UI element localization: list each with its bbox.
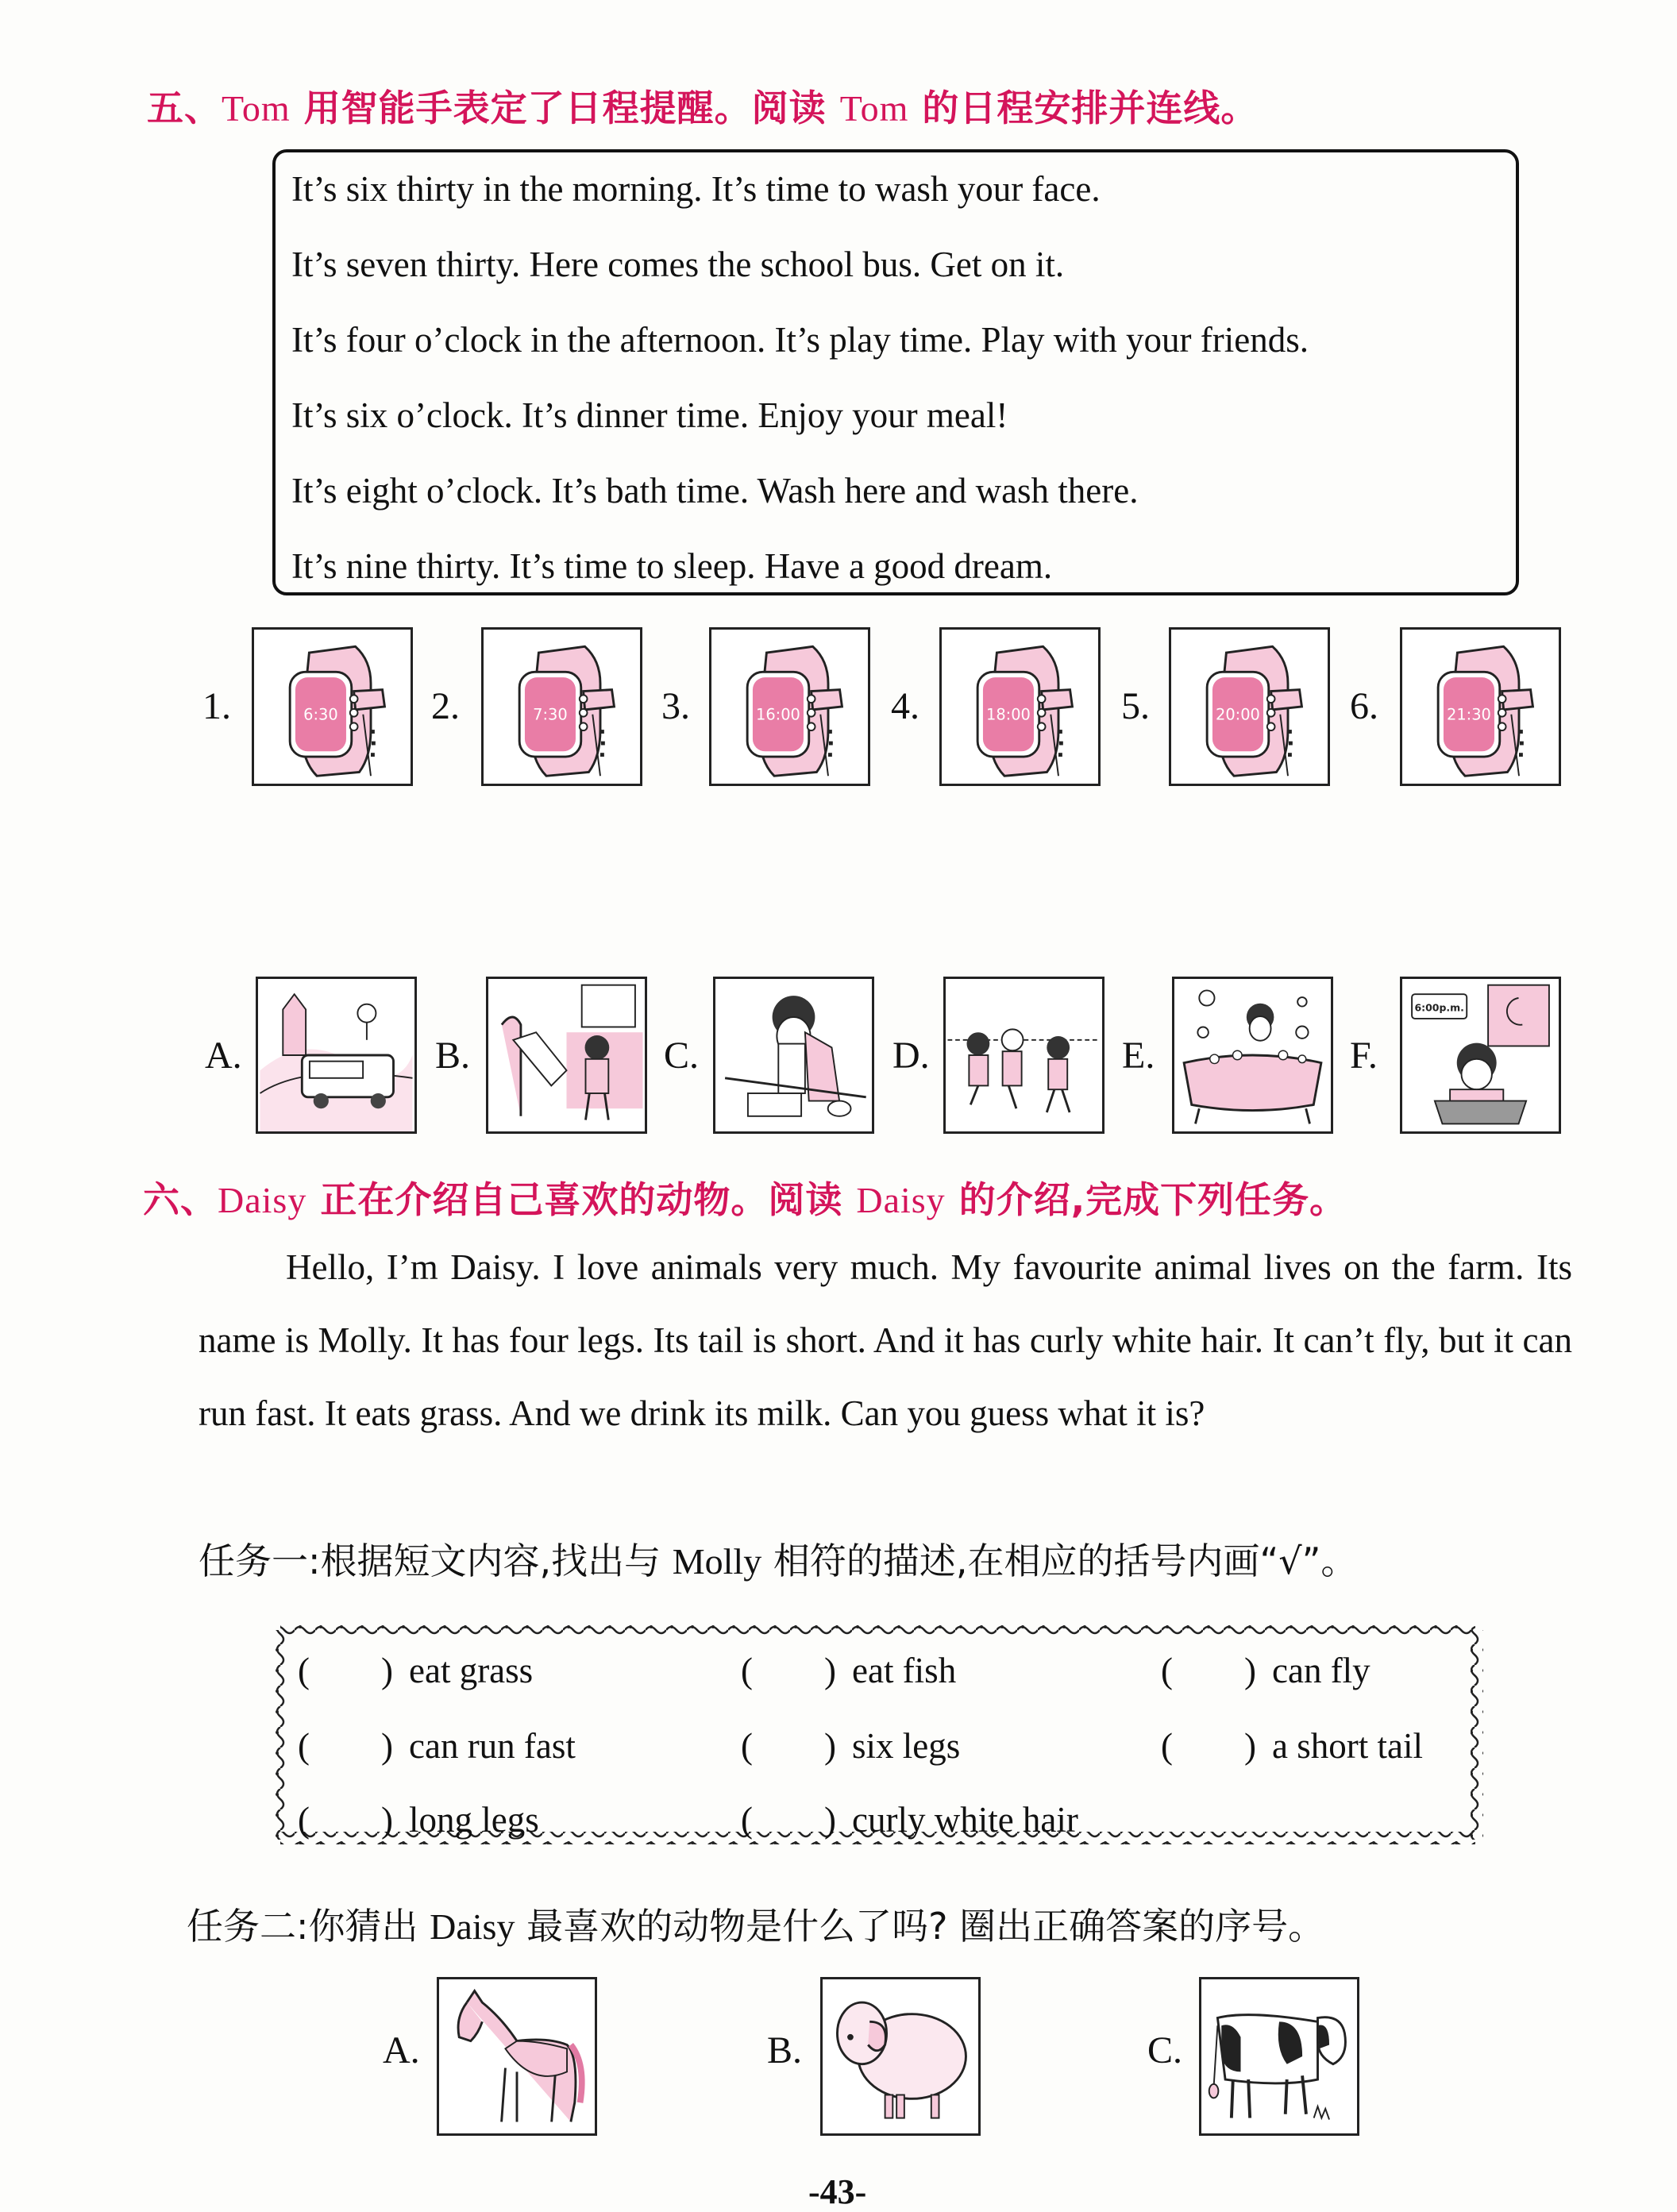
option-item (741, 1790, 1078, 1842)
schedule-line: It’s eight o’clock. It’s bath time. Wash here and wash there. (291, 471, 1139, 511)
answer-parentheses[interactable]: ( ) (298, 1651, 393, 1690)
watch-time: 20:00 (1216, 705, 1260, 724)
heading-part: Daisy (218, 1180, 307, 1220)
scene-picture[interactable] (256, 977, 417, 1134)
option-text: eat fish (852, 1651, 957, 1690)
smartwatch-icon (484, 630, 640, 784)
watch-picture[interactable] (709, 627, 870, 786)
smartwatch-icon (1402, 630, 1559, 784)
bath-tub-icon (1174, 979, 1331, 1131)
option-item (298, 1717, 576, 1768)
picture-label: F. (1350, 1035, 1378, 1077)
watch-number: 1. (202, 685, 231, 727)
smartwatch-icon (711, 630, 868, 784)
option-text: can run fast (409, 1726, 576, 1766)
animal-picture[interactable] (437, 1977, 597, 2136)
option-text: eat grass (409, 1651, 534, 1690)
task-part: 任务一:根据短文内容,找出与 (199, 1540, 673, 1582)
animal-picture[interactable] (820, 1977, 981, 2136)
answer-parentheses[interactable]: ( ) (298, 1800, 393, 1840)
heading-part: 正在介绍自己喜欢的动物。阅读 (306, 1178, 857, 1221)
watch-picture[interactable] (481, 627, 642, 786)
schedule-line: It’s four o’clock in the afternoon. It’s play time. Play with your friends. (291, 320, 1309, 360)
watch-time: 16:00 (756, 705, 800, 724)
watch-number: 2. (431, 685, 460, 727)
scene-picture[interactable] (486, 977, 647, 1134)
picture-label: E. (1122, 1035, 1155, 1077)
answer-parentheses[interactable]: ( ) (741, 1800, 836, 1840)
task1-instruction (199, 1532, 1357, 1585)
sheep-icon (823, 1979, 978, 2133)
watch-number: 4. (891, 685, 919, 727)
wash-face-icon (715, 979, 872, 1131)
option-item (741, 1641, 956, 1693)
page-number: -43- (808, 2172, 867, 2211)
schedule-line: It’s seven thirty. Here comes the school bus. Get on it. (291, 245, 1065, 284)
dinner-icon (1402, 979, 1559, 1131)
options-box (274, 1624, 1485, 1846)
option-item (1161, 1717, 1423, 1768)
option-item (741, 1717, 960, 1768)
picture-label: C. (664, 1035, 700, 1077)
watch-time: 7:30 (533, 705, 568, 724)
horse-icon (439, 1979, 595, 2133)
section6-heading (143, 1171, 1347, 1224)
watch-time: 18:00 (986, 705, 1031, 724)
picture-label: B. (435, 1035, 471, 1077)
smartwatch-icon (942, 630, 1098, 784)
heading-part: Tom (839, 88, 909, 129)
smartwatch-icon (254, 630, 411, 784)
heading-part: 用智能手表定了日程提醒。阅读 (290, 87, 840, 129)
schedule-line: It’s six thirty in the morning. It’s time to wash your face. (291, 169, 1101, 209)
animal-label: B. (767, 2029, 803, 2071)
watch-number: 6. (1350, 685, 1378, 727)
scene-picture[interactable] (1400, 977, 1561, 1134)
answer-parentheses[interactable]: ( ) (741, 1726, 836, 1766)
watch-number: 3. (661, 685, 690, 727)
option-text: curly white hair (852, 1800, 1078, 1840)
animal-label: A. (383, 2029, 420, 2071)
heading-part: Tom (222, 88, 291, 129)
picture-label: A. (205, 1035, 242, 1077)
option-item (1161, 1641, 1371, 1693)
smartwatch-icon (1171, 630, 1328, 784)
watch-number: 5. (1121, 685, 1150, 727)
answer-parentheses[interactable]: ( ) (1161, 1726, 1256, 1766)
task2-instruction (187, 1898, 1324, 1950)
schedule-line: It’s six o’clock. It’s dinner time. Enjoy your meal! (291, 395, 1008, 435)
task-part: 最喜欢的动物是什么了吗? 圈出正确答案的序号。 (515, 1905, 1325, 1948)
clock-display-text: 6:00p.m. (1414, 1001, 1464, 1014)
schedule-line: It’s nine thirty. It’s time to sleep. Have a good dream. (291, 546, 1053, 586)
option-item (298, 1790, 539, 1842)
task-part: Molly (672, 1541, 762, 1582)
watch-picture[interactable] (1400, 627, 1561, 786)
answer-parentheses[interactable]: ( ) (1161, 1651, 1256, 1690)
option-text: six legs (852, 1726, 961, 1766)
watch-picture[interactable] (939, 627, 1101, 786)
heading-part: 的介绍,完成下列任务。 (945, 1178, 1347, 1221)
scene-picture[interactable] (713, 977, 874, 1134)
cow-icon (1201, 1979, 1357, 2133)
watch-time: 21:30 (1447, 705, 1491, 724)
kids-playing-icon (946, 979, 1102, 1131)
school-bus-icon (258, 979, 414, 1131)
answer-parentheses[interactable]: ( ) (741, 1651, 836, 1690)
task-part: 任务二:你猜出 (187, 1905, 430, 1948)
section5-heading (147, 79, 1258, 132)
heading-part: Daisy (856, 1180, 946, 1220)
bed-sleep-icon (488, 979, 645, 1131)
section-number: 六、 (143, 1178, 218, 1221)
option-text: a short tail (1272, 1726, 1423, 1766)
watch-picture[interactable] (252, 627, 413, 786)
heading-part: 的日程安排并连线。 (908, 87, 1259, 129)
scene-picture[interactable] (943, 977, 1105, 1134)
option-text: can fly (1272, 1651, 1371, 1690)
watch-time: 6:30 (303, 705, 338, 724)
option-item (298, 1641, 533, 1693)
task-part: Daisy (430, 1906, 515, 1947)
task-part: 相符的描述,在相应的括号内画“√”。 (761, 1540, 1358, 1582)
schedule-box (272, 149, 1519, 595)
section-number: 五、 (147, 87, 222, 129)
picture-label: D. (892, 1035, 930, 1077)
daisy-paragraph: Hello, I’m Daisy. I love animals very much. My favourite animal lives on the farm. Its name is Molly. It has four legs. Its tail is short. And it has curly white hair. It can’t fly, but it can run fast. It eats grass. And we drink its milk. Can you guess what it is? (199, 1247, 1572, 1433)
scene-picture[interactable] (1172, 977, 1333, 1134)
animal-picture[interactable] (1199, 1977, 1359, 2136)
option-text: long legs (409, 1800, 539, 1840)
watch-picture[interactable] (1169, 627, 1330, 786)
answer-parentheses[interactable]: ( ) (298, 1726, 393, 1766)
animal-label: C. (1147, 2029, 1183, 2071)
